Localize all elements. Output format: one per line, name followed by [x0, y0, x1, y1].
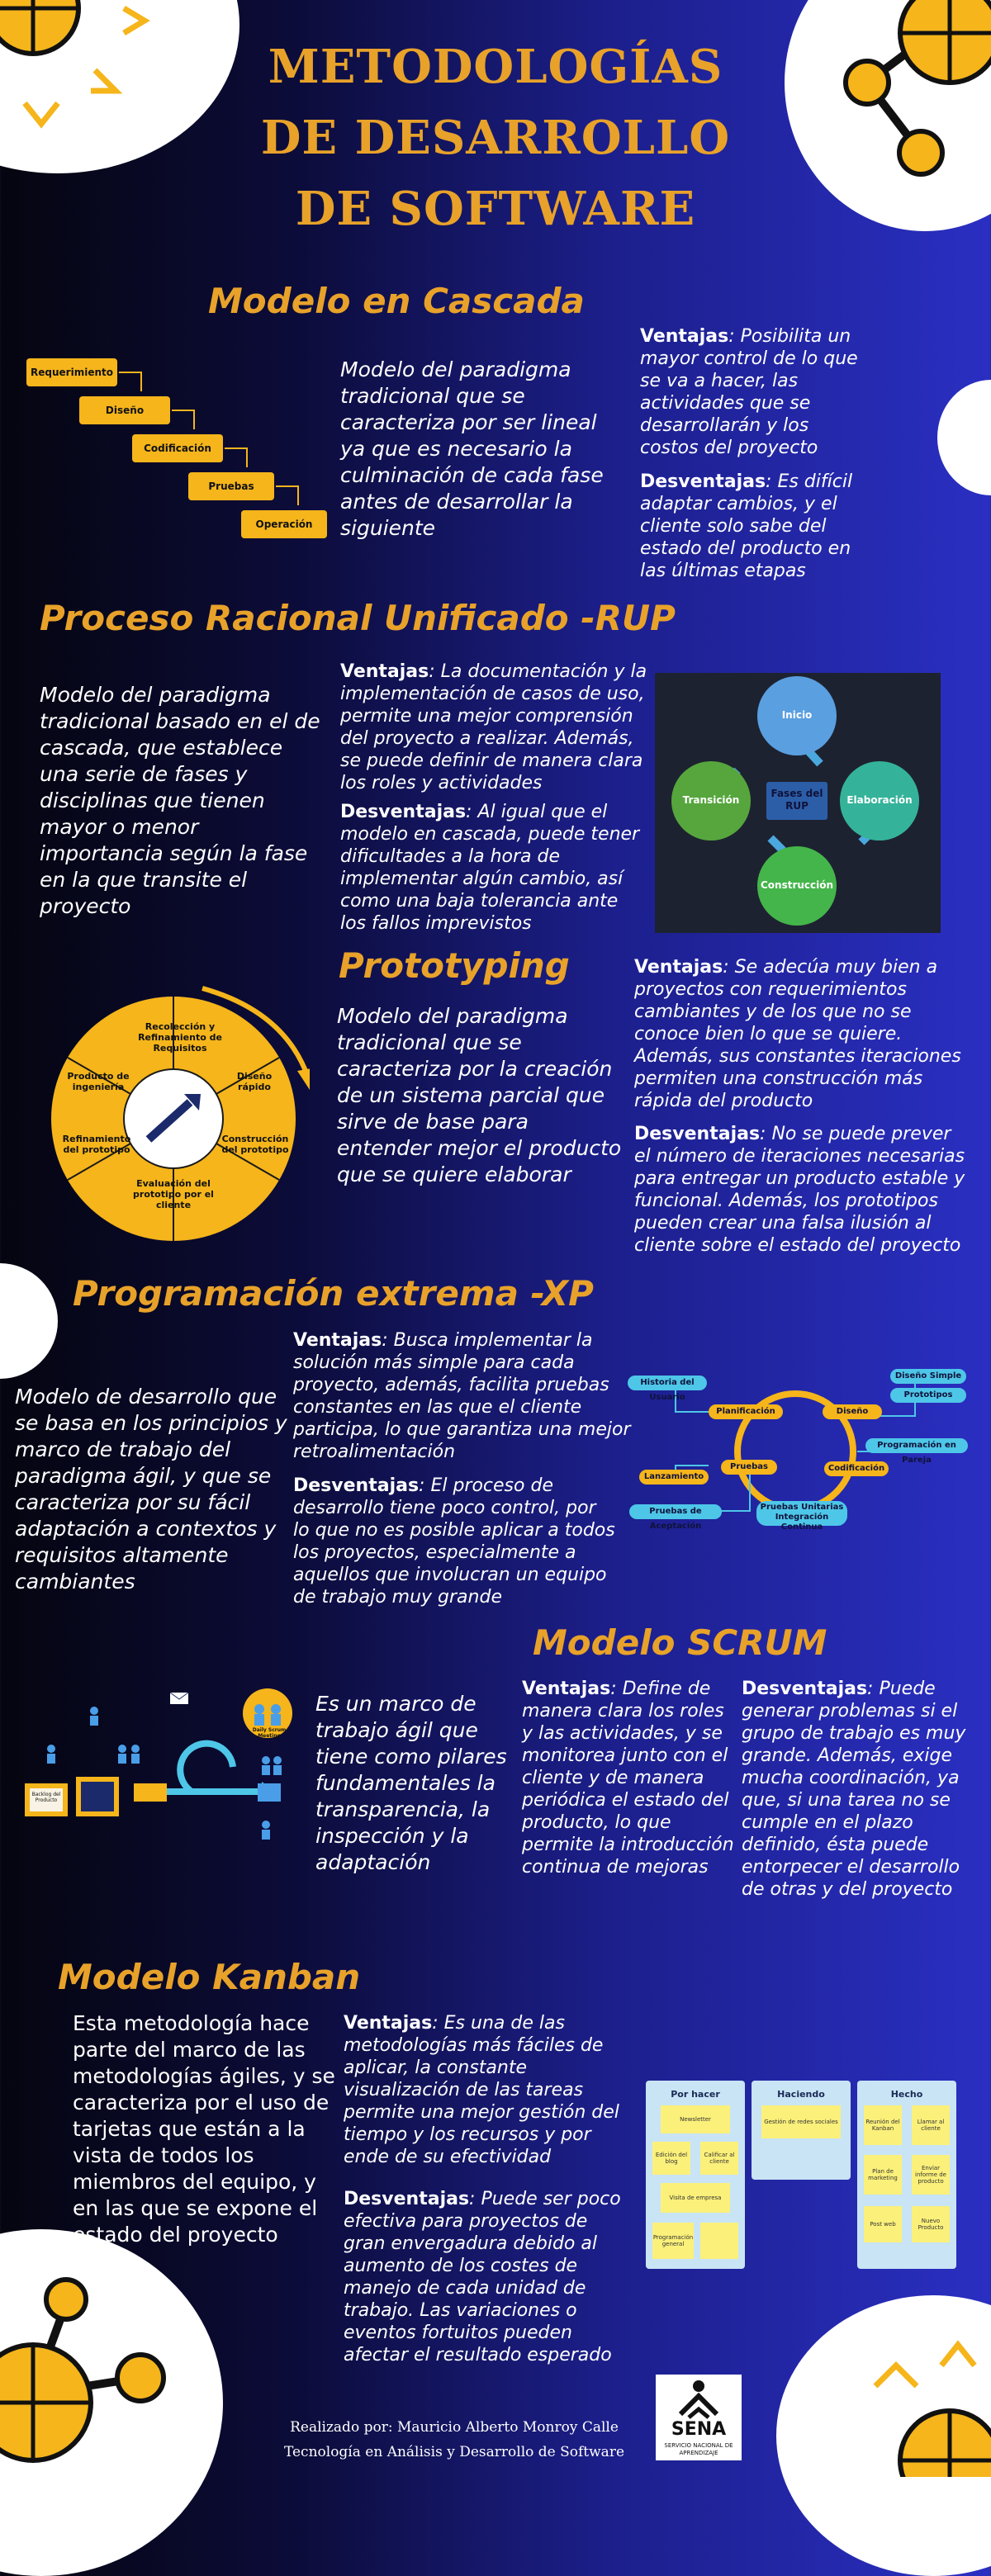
xp-pruebas-unitarias: Pruebas Unitarias Integración Continua — [756, 1501, 847, 1526]
xp-diagram — [626, 1362, 973, 1536]
scrum-heading: Modelo SCRUM — [533, 1622, 827, 1663]
xp-heading: Programación extrema -XP — [73, 1273, 594, 1314]
xp-desventajas-text: : El proceso de desarrollo tiene poco control, por lo que no es posible aplicar a todos los proyectos, especialmente a aquellos que involucran un equipo de trabajo muy grande — [293, 1475, 615, 1608]
kanban-ventajas-text: : Es una de las metodologías más fáciles de aplicar, la constante visualización de las tareas permite una mejor gestión del tiempo y los recursos y por ende de su efectividad — [344, 2013, 619, 2167]
cascada-step-diseno: Diseño — [79, 396, 170, 424]
cascada-step-requerimiento: Requerimiento — [26, 358, 117, 386]
title-line-1: METODOLOGÍAS — [268, 40, 723, 94]
prototyping-desventajas — [634, 1123, 969, 1257]
rup-heading: Proceso Racional Unificado -RUP — [40, 598, 676, 638]
kanban-note-todo-3: Calificar al cliente — [700, 2142, 738, 2175]
cascada-description: Modelo del paradigma tradicional que se caracteriza por ser lineal ya que es necesario la culminación de cada fase antes de desarrollar la siguiente — [340, 358, 604, 540]
rup-description: Modelo del paradigma tradicional basado en el de cascada, que establece una serie de fases y disciplinas que tienen mayor o menor importancia según la fase en la que transite el proyecto — [40, 683, 320, 918]
scrum-desventajas — [742, 1678, 969, 1901]
kanban-note-todo-1: Newsletter — [661, 2105, 730, 2133]
xp-ventajas-text: : Busca implementar la solución más simple para cada proyecto, además, facilita pruebas constantes en las que el cliente participa, lo que garantiza una mejor retroalimentación — [293, 1330, 631, 1462]
wheel-label-diseno-rapido: Diseño rápido — [236, 1071, 273, 1092]
scrum-desventajas-label: Desventajas — [742, 1679, 868, 1699]
footer-program: Tecnología en Análisis y Desarrollo de Software — [283, 2444, 625, 2460]
edge-circle-right — [937, 380, 991, 495]
cascada-ventajas-text: : Posibilita un mayor control de lo que se va a hacer, las actividades que se desarrollarán y los costos del proyecto — [640, 326, 858, 458]
wheel-label-evaluacion: Evaluación del prototipo por el cliente — [133, 1178, 214, 1210]
network-globe-icon-bottom-left — [0, 2262, 190, 2477]
scrum-ventajas-label: Ventajas — [522, 1679, 611, 1699]
cascada-step-pruebas: Pruebas — [188, 472, 274, 500]
cascada-arrow-4 — [276, 485, 299, 505]
kanban-description: Esta metodología hace parte del marco de las metodologías ágiles, y se caracteriza por el uso de tarjetas que están a la vista de todos los miembros del equipo, y en las que se expone el estado del proyecto — [73, 2011, 335, 2247]
kanban-ventajas-label: Ventajas — [344, 2013, 433, 2034]
kanban-desventajas — [344, 2188, 624, 2366]
prototyping-ventajas-text: : Se adecúa muy bien a proyectos con requerimientos cambiantes y de los que no se conoce bien lo que se quiere. Además, sus constantes iteraciones permiten una construcción más rápida del producto — [634, 957, 961, 1111]
scrum-daily-label: Daily Scrum Meeting — [252, 1727, 287, 1739]
scrum-diagram — [18, 1684, 299, 1849]
xp-pruebas: Pruebas — [721, 1460, 777, 1475]
cascada-diagram — [26, 355, 332, 545]
kanban-column-todo-title: Por hacer — [671, 2089, 720, 2100]
xp-codificacion: Codificación — [824, 1461, 889, 1476]
wheel-label-recoleccion: Recolección y Refinamiento de Requisitos — [138, 1021, 222, 1054]
xp-desventajas-label: Desventajas — [293, 1475, 420, 1496]
xp-lanzamiento: Lanzamiento — [639, 1470, 709, 1485]
prototyping-ventajas-label: Ventajas — [634, 957, 723, 978]
scrum-backlog-label: Backlog del Producto — [31, 1792, 61, 1803]
prototyping-ventajas — [634, 956, 965, 1112]
kanban-heading: Modelo Kanban — [58, 1957, 361, 1997]
kanban-desventajas-label: Desventajas — [344, 2189, 470, 2209]
title-line-2: DE DESARROLLO — [260, 111, 731, 165]
xp-ventajas — [293, 1329, 632, 1463]
xp-diseno: Diseño — [823, 1404, 882, 1419]
scrum-desventajas-text: : Puede generar problemas si el grupo de trabajo es muy grande. Además, exige mucha coordinación, ya que, si una tarea no se cumple en el plazo definido, ésta puede entorpecer el desarrollo de otras y del proyecto — [742, 1679, 966, 1900]
rup-label-construccion: Construcción — [760, 879, 834, 891]
page-title — [0, 31, 991, 244]
kanban-note-todo-6 — [700, 2223, 738, 2259]
xp-historia-usuario: Historia del Usuario — [628, 1376, 707, 1390]
cascada-ventajas — [640, 325, 863, 459]
footer-author: Realizado por: Mauricio Alberto Monroy Calle — [290, 2419, 619, 2436]
sena-logo-caption: SERVICIO NACIONAL DE APRENDIZAJE — [664, 2442, 733, 2456]
cascada-arrow-3 — [225, 447, 248, 467]
cascada-ventajas-label: Ventajas — [640, 326, 729, 347]
wheel-label-refinamiento: Refinamiento del prototipo — [62, 1134, 131, 1155]
cascada-desventajas-text: : Es difícil adaptar cambios, y el cliente solo sabe del estado del producto en las últimas etapas — [640, 471, 853, 581]
kanban-note-done-4: Enviar informe de producto — [912, 2155, 950, 2195]
rup-desventajas-text: : Al igual que el modelo en cascada, puede tener dificultades a la hora de implementar algún cambio, así como una baja tolerancia ante los fallos imprevistos — [340, 802, 640, 934]
scrum-description: Es un marco de trabajo ágil que tiene como pilares fundamentales la transparencia, la inspección y la adaptación — [315, 1692, 507, 1874]
scrum-ventajas — [522, 1678, 738, 1878]
kanban-note-doing-1: Gestión de redes sociales — [761, 2105, 841, 2138]
title-line-3: DE SOFTWARE — [295, 182, 696, 236]
xp-pruebas-aceptacion: Pruebas de Aceptación — [629, 1504, 722, 1519]
prototyping-description: Modelo del paradigma tradicional que se caracteriza por la creación de un sistema parcial que sirve de base para entender mejor el producto que se quiere elaborar — [337, 1004, 622, 1186]
prototyping-desventajas-label: Desventajas — [634, 1124, 761, 1144]
scrum-ventajas-text: : Define de manera clara los roles y las actividades, y se monitorea junto con el cliente y de manera periódica el estado del producto, lo que permite la introducción continua de mejoras — [522, 1679, 734, 1878]
prototyping-heading: Prototyping — [339, 945, 570, 986]
kanban-note-todo-4: Visita de empresa — [661, 2183, 730, 2213]
kanban-note-todo-5: Programación general — [652, 2223, 694, 2259]
kanban-note-done-3: Plan de marketing — [864, 2155, 902, 2195]
cascada-heading: Modelo en Cascada — [208, 281, 585, 321]
xp-desventajas — [293, 1475, 615, 1608]
kanban-board — [646, 2081, 958, 2271]
xp-prototipos: Prototipos — [890, 1388, 966, 1403]
xp-diseno-simple: Diseño Simple — [890, 1369, 966, 1384]
wheel-label-producto: Producto de ingeniería — [67, 1071, 130, 1092]
scrum-diagram-graphic — [18, 1684, 299, 1849]
edge-circle-left — [0, 1263, 58, 1379]
kanban-note-done-5: Post web — [864, 2206, 902, 2242]
kanban-column-doing — [752, 2081, 851, 2180]
xp-ventajas-label: Ventajas — [293, 1330, 382, 1351]
footer-credits — [281, 2415, 628, 2465]
kanban-note-todo-2: Edición del blog — [652, 2142, 690, 2175]
rup-desventajas — [340, 801, 647, 935]
rup-desventajas-label: Desventajas — [340, 802, 467, 822]
cascada-step-operacion: Operación — [241, 510, 327, 538]
xp-programacion-pareja: Programación en Pareja — [865, 1438, 968, 1453]
rup-label-transicion: Transición — [682, 794, 740, 806]
rup-diagram — [655, 673, 941, 933]
rup-label-inicio: Inicio — [781, 709, 813, 721]
kanban-ventajas — [344, 2012, 634, 2168]
cascada-step-codificacion: Codificación — [132, 434, 223, 462]
prototyping-wheel — [45, 978, 310, 1243]
kanban-column-done — [857, 2081, 956, 2269]
cascada-arrow-2 — [172, 410, 195, 429]
prototyping-desventajas-text: : No se puede prever el número de iteraciones necesarias para entregar un producto estable y funcional. Además, los prototipos pueden crear una falsa ilusión al cliente sobre el estado del proyecto — [634, 1124, 965, 1256]
xp-planificacion: Planificación — [709, 1404, 783, 1419]
cascada-desventajas-label: Desventajas — [640, 471, 766, 492]
rup-label-elaboracion: Elaboración — [846, 794, 913, 806]
wheel-label-construccion: Construcción del prototipo — [221, 1134, 289, 1155]
kanban-column-done-title: Hecho — [890, 2089, 923, 2100]
network-globe-icon-bottom-right — [851, 2337, 991, 2477]
kanban-note-done-1: Reunión del Kanban — [864, 2105, 902, 2145]
rup-label-center: Fases del RUP — [771, 788, 823, 812]
kanban-note-done-2: Llamar al cliente — [912, 2105, 950, 2145]
cascada-desventajas — [640, 471, 863, 582]
sena-logo — [656, 2375, 742, 2460]
sena-logo-word: SENA — [671, 2419, 727, 2440]
rup-ventajas-label: Ventajas — [340, 661, 429, 682]
cascada-arrow-1 — [119, 372, 142, 391]
kanban-column-todo — [646, 2081, 745, 2269]
kanban-desventajas-text: : Puede ser poco efectiva para proyectos de gran envergadura debido al aumento de los costes de manejo de cada unidad de trabajo. Las variaciones o eventos fortuitos pueden afectar el resultado esperado — [344, 2189, 621, 2365]
rup-ventajas — [340, 661, 647, 794]
xp-description: Modelo de desarrollo que se basa en los principios y marco de trabajo del paradigma ágil, y que se caracteriza por su fácil adaptación a contextos y requisitos altamente cambiantes — [15, 1385, 287, 1593]
rup-ventajas-text: : La documentación y la implementación de casos de uso, permite una mejor comprensión del proyecto a realizar. Además, se puede definir de manera clara los roles y actividades — [340, 661, 647, 793]
kanban-column-doing-title: Haciendo — [777, 2089, 825, 2100]
kanban-note-done-6: Nuevo Producto — [912, 2206, 950, 2242]
